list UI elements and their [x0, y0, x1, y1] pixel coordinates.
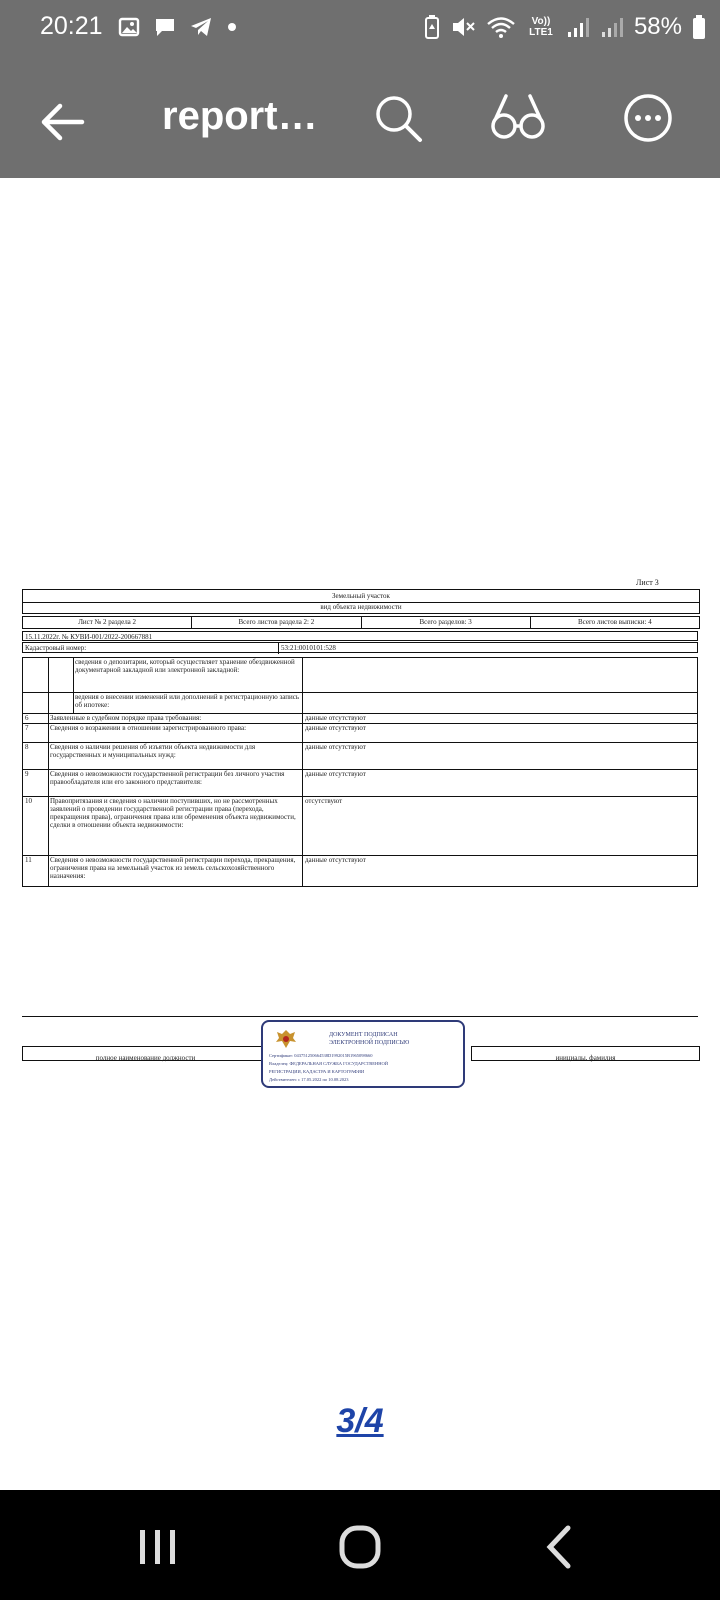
cadastral-row: [22, 642, 698, 653]
sheets-cell: Всего разделов: 3: [362, 617, 531, 628]
battery-icon: [692, 14, 706, 40]
row-value: данные отсутствуют: [305, 724, 366, 732]
position-caption: полное наименование должности: [22, 1046, 269, 1061]
document-title: report…: [162, 94, 318, 138]
telegram-icon: [190, 16, 212, 38]
row-description: Сведения о возражении в отношении зарегистрированного права:: [49, 724, 303, 742]
date-number: 15.11.2022г. № КУВИ-001/2022-200667881: [22, 631, 698, 641]
row-number: 10: [23, 797, 49, 855]
signature-top-line: [22, 1016, 698, 1017]
row-value: отсутствуют: [305, 797, 343, 805]
signal-2-icon: [600, 15, 624, 39]
signal-icon: [566, 15, 590, 39]
row-sub: [49, 658, 74, 692]
table-row: [23, 658, 697, 693]
sheets-cell: Всего листов раздела 2: 2: [192, 617, 361, 628]
row-value: данные отсутствуют: [305, 856, 366, 864]
row-number: 9: [23, 770, 49, 796]
status-bar: [0, 0, 720, 54]
row-value: [303, 658, 697, 692]
stamp-certificate: Сертификат: 043751250664538D1992015B1965098660: [269, 1053, 373, 1058]
row-value: данные отсутствуют: [305, 743, 366, 751]
emblem-icon: [273, 1028, 299, 1050]
search-icon[interactable]: [370, 90, 426, 146]
row-number: [23, 693, 49, 713]
wifi-icon: [486, 14, 516, 40]
table-row: [23, 724, 697, 743]
stamp-title-2: ЭЛЕКТРОННОЙ ПОДПИСЬЮ: [329, 1040, 410, 1046]
document-page: [0, 178, 720, 1498]
row-sub: [49, 693, 74, 713]
row-number: 6: [23, 714, 49, 723]
object-type: Земельный участок: [22, 589, 700, 603]
table-row: [23, 770, 697, 797]
table-row: [23, 797, 697, 856]
electronic-signature-stamp: [261, 1020, 465, 1088]
row-number: 8: [23, 743, 49, 769]
row-description: Сведения о наличии решения об изъятии объекта недвижимости для государственных и муниципальных нужд:: [49, 743, 303, 769]
table-row: [23, 714, 697, 724]
row-description: сведения о депозитарии, который осуществляет хранение обездвиженной документарной закладной или электронной закладной:: [74, 658, 303, 692]
battery-saver-icon: [424, 14, 440, 40]
reading-mode-icon[interactable]: [490, 90, 546, 146]
row-number: [23, 658, 49, 692]
gallery-icon: [118, 16, 140, 38]
stamp-title-1: ДОКУМЕНТ ПОДПИСАН: [329, 1032, 398, 1038]
row-value: [303, 693, 697, 713]
sheet-label: Лист 3: [636, 578, 659, 587]
row-description: ведения о внесении изменений или дополнений в регистрационную запись об ипотеке:: [74, 693, 303, 713]
recent-apps-icon[interactable]: [128, 1522, 188, 1572]
notification-icons: [118, 14, 238, 40]
lte-label: Vo)) LTE1: [529, 16, 553, 38]
sheets-cell: Лист № 2 раздела 2: [23, 617, 192, 628]
table-row: [23, 856, 697, 886]
battery-percent: 58%: [633, 13, 682, 40]
back-icon[interactable]: [530, 1522, 590, 1572]
stamp-owner-1: Владелец: ФЕДЕРАЛЬНАЯ СЛУЖБА ГОСУДАРСТВЕННОЙ: [269, 1061, 389, 1066]
page-indicator: 3/4: [336, 1402, 384, 1440]
system-icons: [424, 10, 706, 44]
stamp-owner-2: РЕГИСТРАЦИИ, КАДАСТРА И КАРТОГРАФИИ: [269, 1069, 365, 1074]
top-bar: [0, 0, 720, 178]
row-value: данные отсутствуют: [305, 770, 366, 778]
table-row: [23, 743, 697, 770]
row-description: Сведения о невозможности государственной регистрации без личного участия правообладателя или его законного представителя:: [49, 770, 303, 796]
dot-icon: [226, 16, 238, 38]
stamp-validity: Действителен: с 17.05.2022 по 10.08.2023: [269, 1077, 349, 1082]
table-row: [23, 693, 697, 714]
row-description: Сведения о невозможности государственной регистрации перехода, прекращения, ограничения права на земельный участок из земель сельскохозяйственного назначения:: [49, 856, 303, 886]
more-options-icon[interactable]: [620, 90, 676, 146]
back-arrow-icon[interactable]: [36, 96, 88, 148]
row-number: 7: [23, 724, 49, 742]
status-time: 20:21: [40, 12, 103, 40]
rights-table: [22, 657, 698, 887]
object-type-caption: вид объекта недвижимости: [22, 602, 700, 614]
app-bar: [0, 70, 720, 170]
row-value: данные отсутствуют: [305, 714, 366, 722]
sheets-cell: Всего листов выписки: 4: [578, 618, 652, 626]
mute-icon: [450, 14, 476, 40]
cadastral-label: Кадастровый номер:: [25, 644, 87, 652]
chat-icon: [154, 16, 176, 38]
home-icon[interactable]: [330, 1522, 390, 1572]
row-description: Заявленные в судебном порядке права требования:: [49, 714, 303, 723]
row-number: 11: [23, 856, 49, 886]
cadastral-value: 53:21:0010101:528: [278, 643, 336, 654]
row-description: Правопритязания и сведения о наличии поступивших, но не рассмотренных заявлений о проведении государственной регистрации права (перехода, прекращения права), ограничения права или обременения объекта недвижимости, сделки в отношении объекта недвижимости:: [49, 797, 303, 855]
sheets-row: [22, 616, 700, 629]
name-caption: инициалы, фамилия: [471, 1046, 700, 1061]
system-nav-bar: [0, 1490, 720, 1600]
